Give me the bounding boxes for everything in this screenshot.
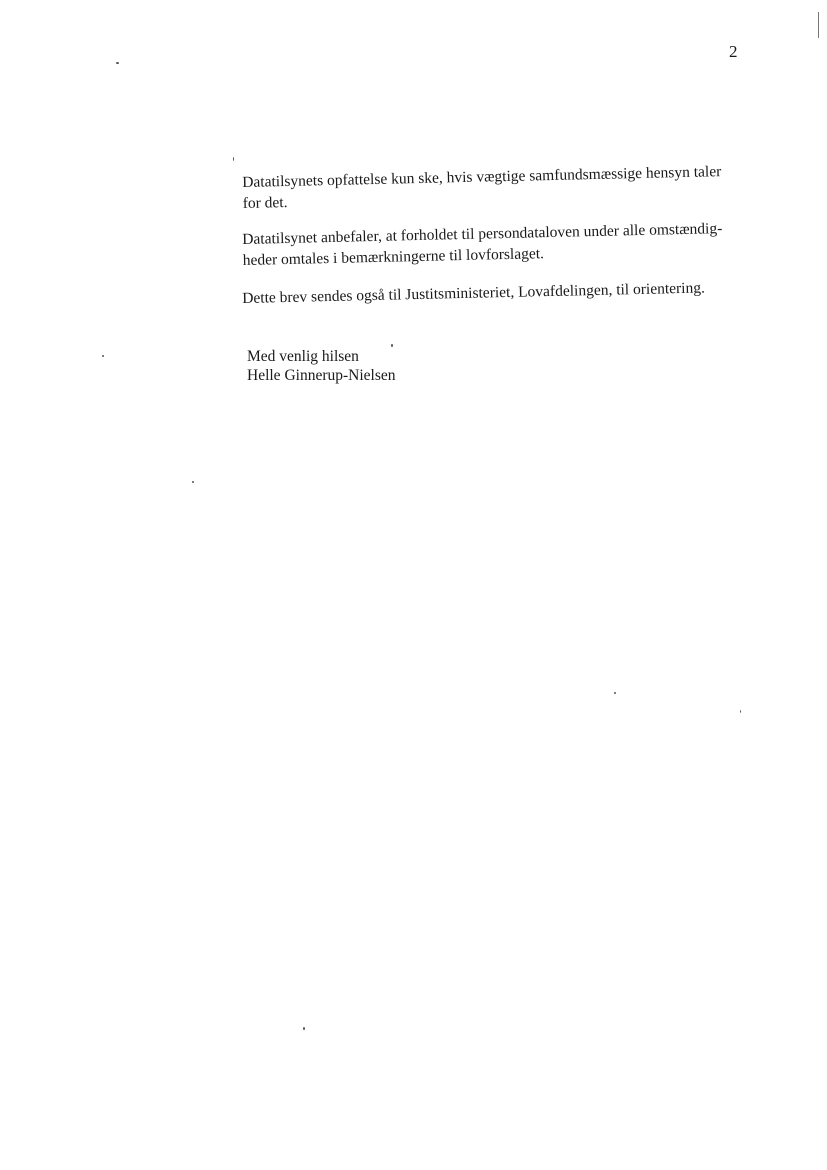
scan-speck	[192, 481, 194, 483]
closing-greeting: Med venlig hilsen	[247, 348, 359, 365]
paragraph-3	[242, 276, 762, 309]
scan-speck	[233, 157, 234, 161]
signatory-name: Helle Ginnerup-Nielsen	[247, 367, 396, 384]
scan-speck	[116, 62, 119, 64]
paragraph-line: Dette brev sendes også til Justitsministeriet, Lovafdelingen, til orientering.	[242, 279, 706, 307]
scan-speck	[740, 710, 741, 713]
scan-speck	[303, 1027, 305, 1030]
paragraph-line: Datatilsynet anbefaler, at forholdet til persondataloven under alle omstændig-	[242, 220, 723, 248]
scan-speck	[614, 692, 616, 694]
paragraph-line: Datatilsynets opfattelse kun ske, hvis vægtige samfundsmæssige hensyn taler	[242, 163, 722, 191]
scan-edge-mark	[818, 12, 819, 38]
paragraph-2	[242, 217, 763, 271]
paragraph-1	[242, 160, 763, 214]
scan-speck	[391, 344, 393, 347]
paragraph-line: heder omtales i bemærkningerne til lovforslaget.	[242, 245, 545, 269]
paragraph-line: for det.	[242, 193, 288, 212]
letter-closing	[247, 347, 396, 385]
scan-speck	[102, 355, 104, 357]
page-number: 2	[729, 42, 738, 61]
